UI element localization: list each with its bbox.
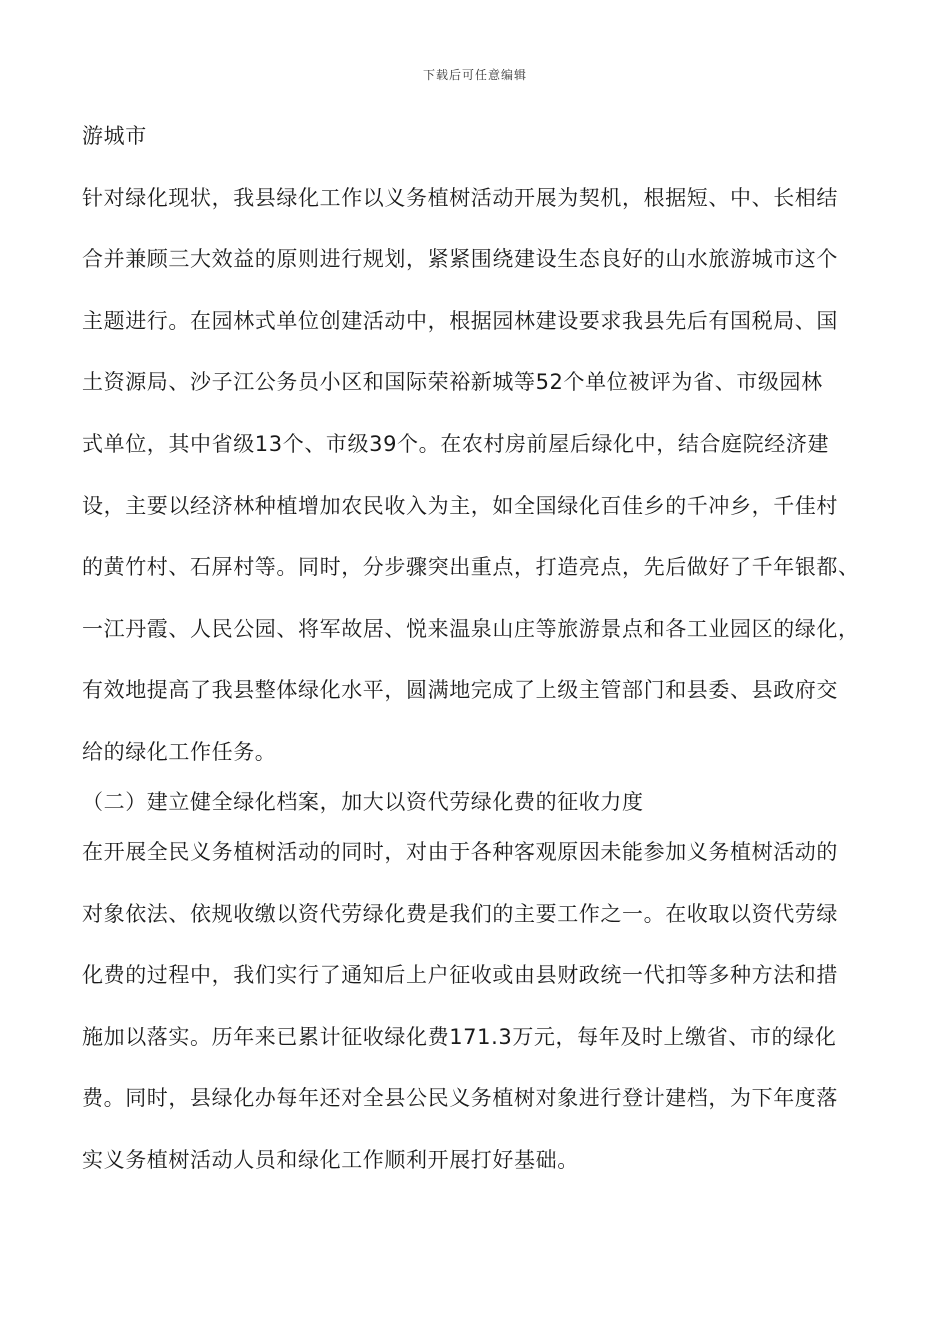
text-line: 有效地提高了我县整体绿化水平，圆满地完成了上级主管部门和县委、县政府交 (82, 678, 838, 703)
text-line: 式单位，其中省级13个、市级39个。在农村房前屋后绿化中，结合庭院经济建 (82, 431, 830, 456)
text-line: 给的绿化工作任务。 (82, 739, 277, 764)
text-line: 主题进行。在园林式单位创建活动中，根据园林建设要求我县先后有国税局、国 (82, 308, 838, 333)
text-line: 化费的过程中，我们实行了通知后上户征收或由县财政统一代扣等多种方法和措 (82, 963, 838, 988)
text-line: 设，主要以经济林种植增加农民收入为主，如全国绿化百佳乡的千冲乡，千佳村 (82, 493, 838, 518)
text-line: 游城市 (82, 124, 147, 148)
text-line: 针对绿化现状，我县绿化工作以义务植树活动开展为契机，根据短、中、长相结 (82, 185, 838, 210)
text-line: 实义务植树活动人员和绿化工作顺利开展打好基础。 (82, 1147, 579, 1172)
text-line: 合并兼顾三大效益的原则进行规划，紧紧围绕建设生态良好的山水旅游城市这个 (82, 247, 838, 272)
page-header-note: 下载后可任意编辑 (422, 68, 527, 82)
text-line: 的黄竹村、石屏村等。同时，分步骤突出重点，打造亮点，先后做好了千年银都、 (82, 555, 860, 580)
section-heading: （二）建立健全绿化档案，加大以资代劳绿化费的征收力度 (82, 789, 644, 814)
text-line: 一江丹霞、人民公园、将军故居、悦来温泉山庄等旅游景点和各工业园区的绿化， (82, 616, 860, 641)
text-line: 土资源局、沙子江公务员小区和国际荣裕新城等52个单位被评为省、市级园林 (82, 370, 823, 395)
document-body (82, 114, 882, 1200)
text-line: 费。同时，县绿化办每年还对全县公民义务植树对象进行登计建档，为下年度落 (82, 1086, 838, 1111)
text-line: 施加以落实。历年来已累计征收绿化费171.3万元，每年及时上缴省、市的绿化 (82, 1024, 837, 1049)
text-line: 在开展全民义务植树活动的同时，对由于各种客观原因未能参加义务植树活动的 (82, 839, 838, 864)
text-line: 对象依法、依规收缴以资代劳绿化费是我们的主要工作之一。在收取以资代劳绿 (82, 901, 838, 926)
